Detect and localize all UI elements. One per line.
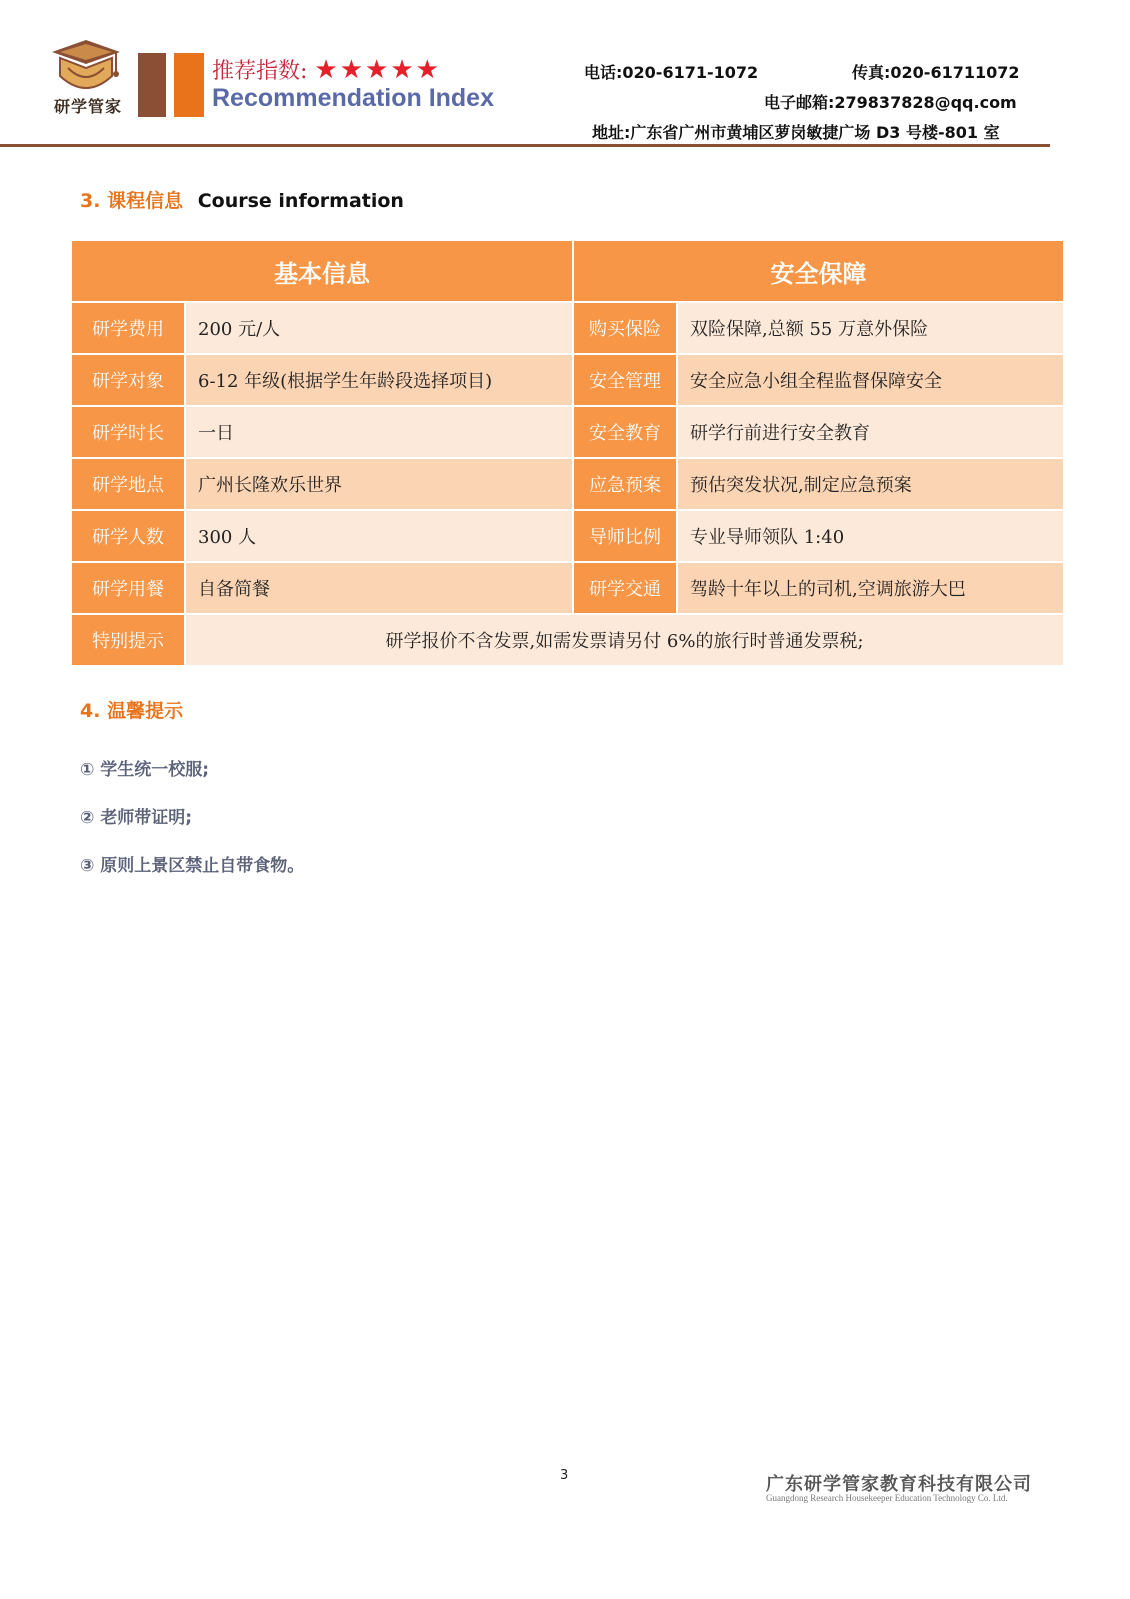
note-value: 研学报价不含发票,如需发票请另付 6%的旅行时普通发票税; bbox=[185, 614, 1064, 666]
row-value: 广州长隆欢乐世界 bbox=[185, 458, 573, 510]
row-label: 研学地点 bbox=[71, 458, 185, 510]
table-row bbox=[71, 458, 1064, 510]
row-label: 研学人数 bbox=[71, 510, 185, 562]
section-number: 4. bbox=[80, 700, 101, 722]
row-label: 研学交通 bbox=[573, 562, 677, 614]
fax-number: 传真:020-61711072 bbox=[852, 63, 1020, 82]
row-label: 研学时长 bbox=[71, 406, 185, 458]
brand-bar-orange bbox=[174, 53, 204, 117]
row-value: 300 人 bbox=[185, 510, 573, 562]
header-divider bbox=[0, 144, 1050, 147]
row-label: 研学用餐 bbox=[71, 562, 185, 614]
note-label: 特别提示 bbox=[71, 614, 185, 666]
column-title-safety: 安全保障 bbox=[573, 240, 1064, 302]
row-value: 6-12 年级(根据学生年龄段选择项目) bbox=[185, 354, 573, 406]
row-label: 应急预案 bbox=[573, 458, 677, 510]
footer-company-name: 广东研学管家教育科技有限公司 bbox=[766, 1474, 1032, 1495]
email-address: 电子邮箱:279837828@qq.com bbox=[764, 93, 1017, 112]
row-value: 驾龄十年以上的司机,空调旅游大巴 bbox=[677, 562, 1064, 614]
section-title-tips bbox=[80, 696, 183, 723]
recommendation-index-en: Recommendation Index bbox=[212, 84, 494, 112]
row-value: 200 元/人 bbox=[185, 302, 573, 354]
tip-item: ① 学生统一校服; bbox=[80, 760, 210, 780]
section-title-course-info bbox=[80, 186, 404, 213]
logo-text: 研学管家 bbox=[53, 97, 122, 116]
phone-number: 电话:020-6171-1072 bbox=[584, 63, 759, 82]
postal-address: 地址:广东省广州市黄埔区萝岗敏捷广场 D3 号楼-801 室 bbox=[592, 123, 1000, 142]
row-label: 购买保险 bbox=[573, 302, 677, 354]
row-label: 研学费用 bbox=[71, 302, 185, 354]
page-number: 3 bbox=[560, 1468, 569, 1483]
table-row bbox=[71, 302, 1064, 354]
row-value: 一日 bbox=[185, 406, 573, 458]
row-label: 安全教育 bbox=[573, 406, 677, 458]
row-value: 安全应急小组全程监督保障安全 bbox=[677, 354, 1064, 406]
row-value: 自备简餐 bbox=[185, 562, 573, 614]
section-title-cn: 温馨提示 bbox=[107, 700, 184, 722]
table-header-row bbox=[71, 240, 1064, 302]
row-value: 研学行前进行安全教育 bbox=[677, 406, 1064, 458]
star-rating-icon: ★★★★★ bbox=[314, 55, 441, 85]
course-info-table bbox=[70, 239, 1065, 667]
row-label: 导师比例 bbox=[573, 510, 677, 562]
table-row bbox=[71, 562, 1064, 614]
table-row bbox=[71, 406, 1064, 458]
table-row bbox=[71, 510, 1064, 562]
row-label: 安全管理 bbox=[573, 354, 677, 406]
row-value: 专业导师领队 1:40 bbox=[677, 510, 1064, 562]
row-value: 预估突发状况,制定应急预案 bbox=[677, 458, 1064, 510]
section-title-en: Course information bbox=[197, 190, 404, 212]
tip-item: ② 老师带证明; bbox=[80, 808, 193, 828]
recommendation-label bbox=[212, 54, 441, 85]
table-row bbox=[71, 354, 1064, 406]
brand-bar-brown bbox=[138, 53, 166, 117]
table-row-special-note bbox=[71, 614, 1064, 666]
column-title-basic-info: 基本信息 bbox=[71, 240, 573, 302]
graduation-cap-icon bbox=[50, 38, 122, 100]
row-value: 双险保障,总额 55 万意外保险 bbox=[677, 302, 1064, 354]
recommendation-label-text: 推荐指数: bbox=[212, 59, 308, 84]
footer-company-name-en: Guangdong Research Housekeeper Education Technology Co. Ltd. bbox=[766, 1493, 1008, 1503]
row-label: 研学对象 bbox=[71, 354, 185, 406]
tip-item: ③ 原则上景区禁止自带食物。 bbox=[80, 856, 305, 876]
section-number: 3. bbox=[80, 190, 101, 212]
section-title-cn: 课程信息 bbox=[107, 190, 184, 212]
